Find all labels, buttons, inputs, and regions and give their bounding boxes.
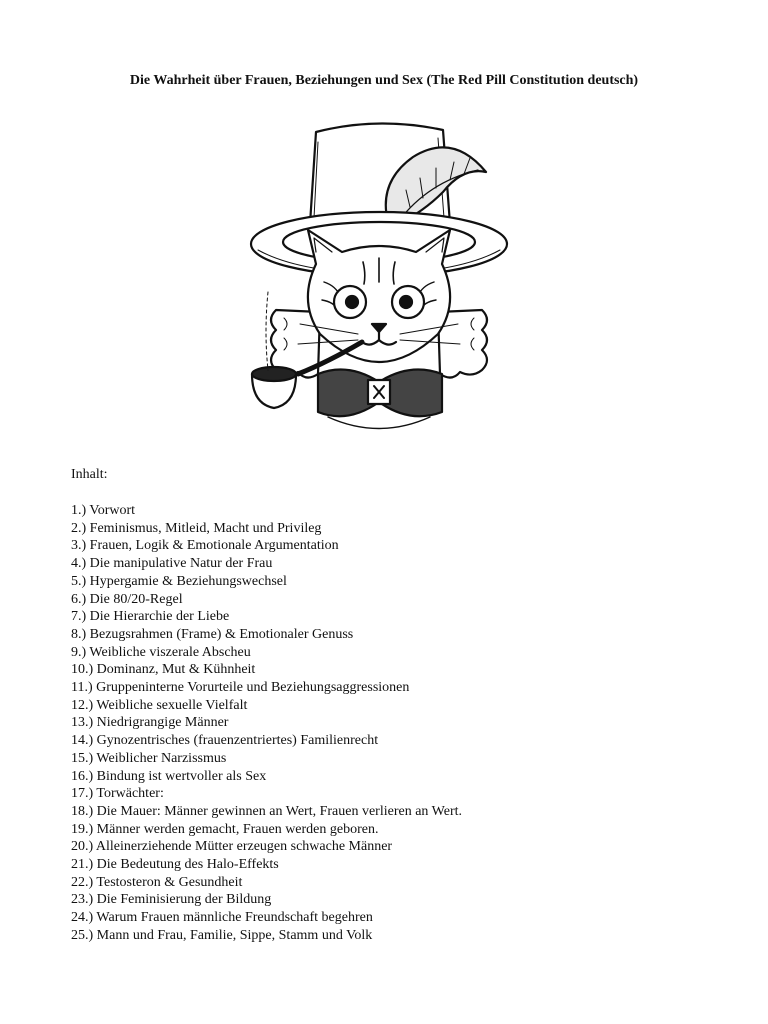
toc-item: 18.) Die Mauer: Männer gewinnen an Wert, Frauen verlieren an Wert. (71, 803, 463, 819)
toc-item: 4.) Die manipulative Natur der Frau (71, 556, 273, 572)
toc-item: 25.) Mann und Frau, Familie, Sippe, Stamm und Volk (71, 927, 373, 943)
toc-heading: Inhalt: (71, 467, 108, 482)
cat-illustration-icon (238, 112, 520, 442)
toc-item: 17.) Torwächter: (71, 786, 164, 802)
toc-item: 19.) Männer werden gemacht, Frauen werden geboren. (71, 821, 379, 837)
toc-item: 2.) Feminismus, Mitleid, Macht und Privileg (71, 520, 322, 536)
document-title: Die Wahrheit über Frauen, Beziehungen und Sex (The Red Pill Constitution deutsch) (129, 73, 639, 88)
toc-item: 12.) Weibliche sexuelle Vielfalt (71, 697, 248, 713)
toc-item: 24.) Warum Frauen männliche Freundschaft begehren (71, 910, 373, 926)
toc-item: 3.) Frauen, Logik & Emotionale Argumentation (71, 538, 339, 554)
toc-item: 23.) Die Feminisierung der Bildung (71, 892, 272, 908)
toc-item: 6.) Die 80/20-Regel (71, 591, 183, 607)
toc-item: 11.) Gruppeninterne Vorurteile und Beziehungsaggressionen (71, 680, 410, 696)
toc-item: 10.) Dominanz, Mut & Kühnheit (71, 662, 256, 678)
toc-item: 15.) Weiblicher Narzissmus (71, 750, 227, 766)
toc-item: 14.) Gynozentrisches (frauenzentriertes) Familienrecht (71, 733, 379, 749)
toc-item: 20.) Alleinerziehende Mütter erzeugen schwache Männer (71, 839, 393, 855)
toc-item: 7.) Die Hierarchie der Liebe (71, 609, 230, 625)
toc-item: 21.) Die Bedeutung des Halo-Effekts (71, 857, 279, 873)
toc-item: 9.) Weibliche viszerale Abscheu (71, 644, 251, 660)
toc-item: 16.) Bindung ist wertvoller als Sex (71, 768, 267, 784)
toc-item: 13.) Niedrigrangige Männer (71, 715, 229, 731)
toc-item: 8.) Bezugsrahmen (Frame) & Emotionaler Genuss (71, 626, 354, 642)
toc-item: 1.) Vorwort (71, 503, 136, 518)
toc-item: 22.) Testosteron & Gesundheit (71, 874, 243, 890)
toc-item: 5.) Hypergamie & Beziehungswechsel (71, 573, 287, 589)
table-of-contents (71, 502, 462, 945)
